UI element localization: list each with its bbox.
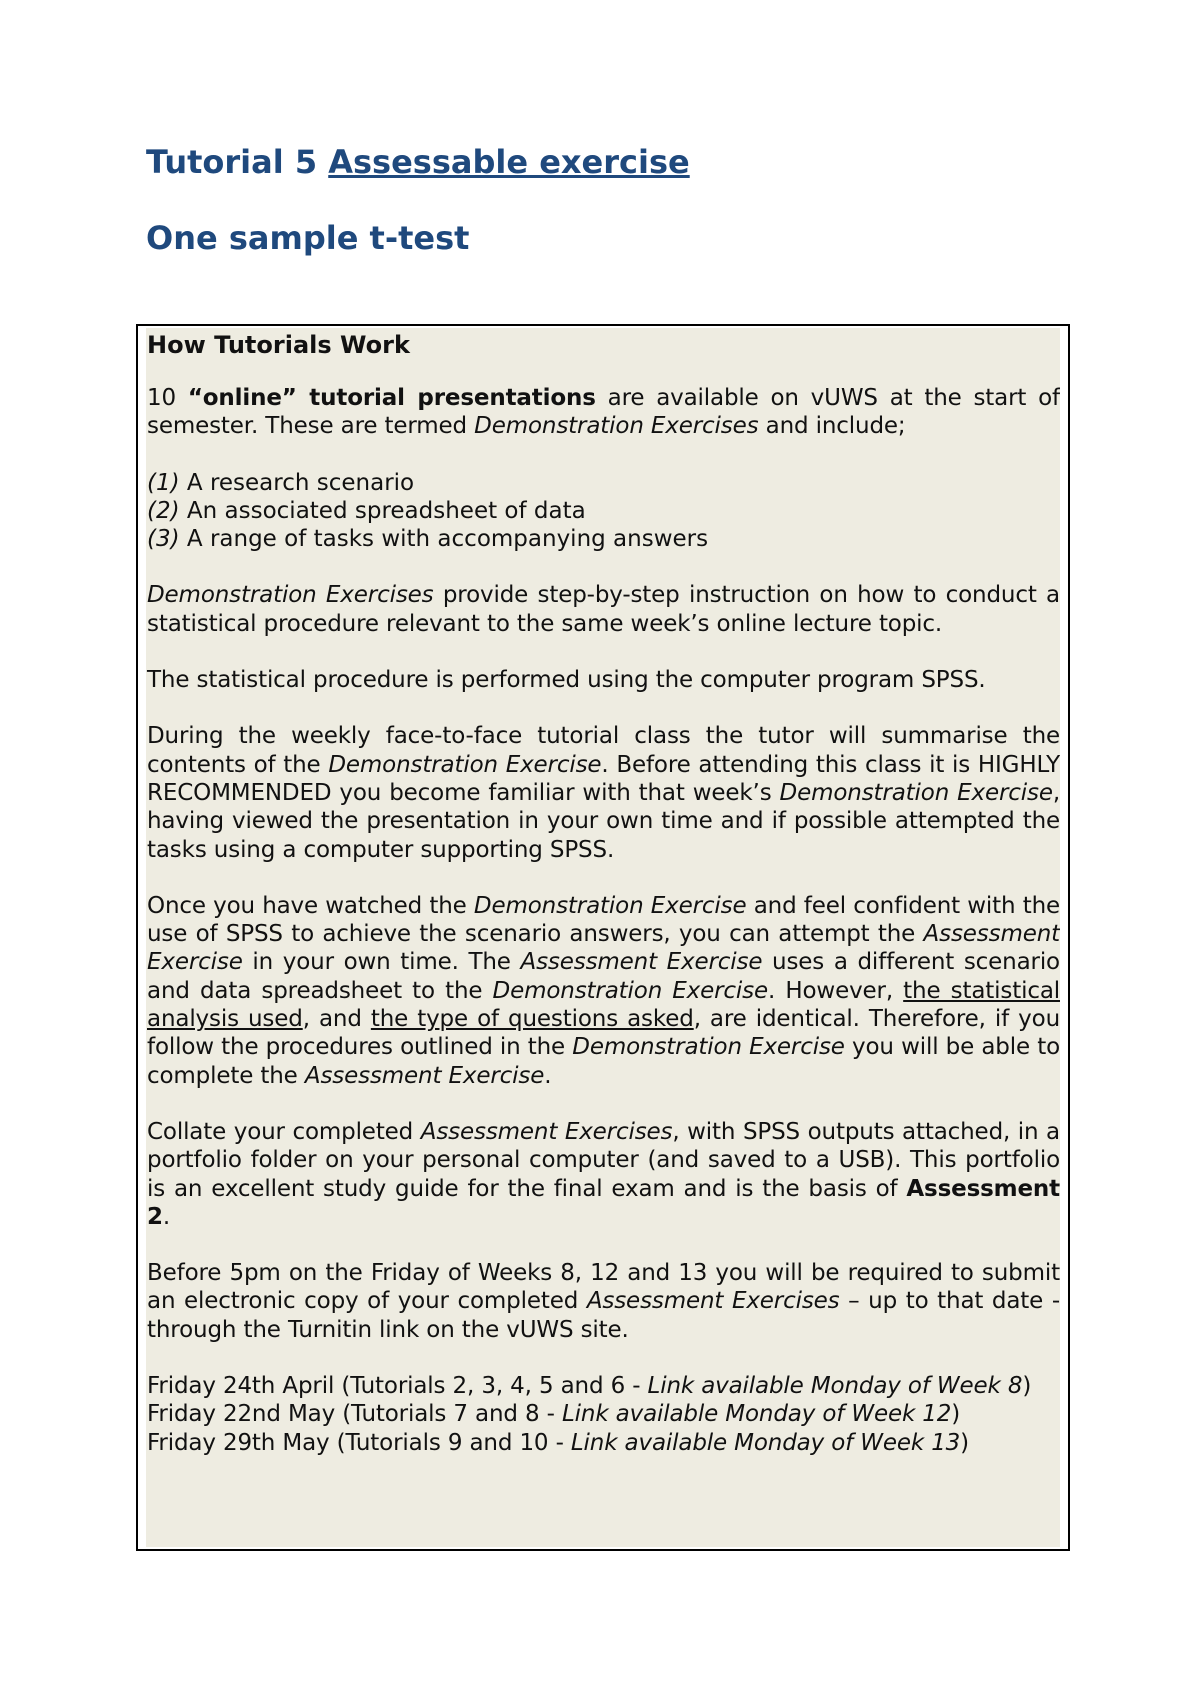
due-date-line [146, 1429, 1060, 1457]
weekly-text-3: , having viewed the presentation in your own time and if possible attempted the tasks using a computer supporting SPSS. [147, 779, 1060, 863]
portfolio-italic: Assessment Exercises [420, 1118, 673, 1145]
list-item [147, 469, 1060, 497]
list-item-text: A range of tasks with accompanying answers [179, 526, 709, 553]
ae-text-6: , and [302, 1006, 371, 1033]
ae-italic-2: Assessment Exercise [147, 921, 1060, 976]
ae-italic-4: Demonstration Exercise [492, 977, 769, 1004]
ae-italic-5: Demonstration Exercise [572, 1034, 845, 1061]
how-tutorials-work-box [136, 324, 1070, 1551]
intro-number: 10 [147, 385, 188, 411]
title-prefix: Tutorial 5 [146, 143, 329, 181]
ae-text-9: . [544, 1062, 552, 1089]
submission-text-2: – up to that date - through the Turnitin link on the vUWS site. [147, 1288, 1060, 1343]
due-date-text: Friday 22nd May (Tutorials 7 and 8 - [147, 1401, 562, 1428]
due-date-text: Friday 29th May (Tutorials 9 and 10 - [147, 1429, 571, 1456]
due-date-italic: Link available Monday of Week 8 [647, 1373, 1023, 1400]
box-heading: How Tutorials Work [147, 331, 410, 359]
title-link-text: Assessable exercise [328, 143, 690, 181]
ae-text-2: and feel confident with the use of SPSS to achieve the scenario answers, you can attempt the [147, 892, 1060, 948]
due-date-line [146, 1372, 1060, 1400]
list-item-number: (2) [147, 497, 180, 524]
demo-italic: Demonstration Exercises [147, 582, 434, 609]
weekly-italic-1: Demonstration Exercise [328, 751, 602, 778]
intro-text-1: are available on vUWS at the start of semester. These are termed [147, 385, 1060, 440]
ae-text-4: uses a different scenario and data spreadsheet to the [147, 949, 1060, 1004]
list-item-number: (1) [147, 469, 180, 496]
list-item [147, 497, 1060, 525]
portfolio-bold: Assessment 2 [147, 1175, 1060, 1230]
weekly-class-paragraph [146, 722, 1060, 863]
intro-paragraph [146, 384, 1060, 441]
demonstration-paragraph [146, 581, 1060, 638]
submission-text-1: Before 5pm on the Friday of Weeks 8, 12 and 13 you will be required to submit an electronic copy of your completed [147, 1260, 1060, 1315]
box-shaded-area [146, 328, 1060, 1547]
intro-text-2: and include; [758, 413, 906, 440]
due-date-text: Friday 24th April (Tutorials 2, 3, 4, 5 and 6 - [147, 1373, 648, 1400]
ae-underline-1: the statistical analysis used [147, 977, 1060, 1033]
portfolio-text-3: . [162, 1203, 171, 1230]
ae-italic-3: Assessment Exercise [520, 949, 763, 976]
ae-italic-6: Assessment Exercise [304, 1062, 545, 1089]
submission-italic: Assessment Exercises [586, 1288, 840, 1315]
weekly-text-1: During the weekly face-to-face tutorial class the tutor will summarise the contents of the [147, 723, 1060, 778]
spss-text: The statistical procedure is performed using the computer program SPSS. [147, 667, 986, 694]
ae-text-7: , are identical. Therefore, if you follow the procedures outlined in the [147, 1006, 1060, 1061]
due-date-italic: Link available Monday of Week 13 [570, 1429, 961, 1456]
ae-text-1: Once you have watched the [147, 892, 474, 919]
portfolio-paragraph [146, 1118, 1060, 1231]
intro-italic: Demonstration Exercises [474, 413, 759, 440]
weekly-italic-2: Demonstration Exercise [779, 779, 1053, 806]
submission-paragraph [146, 1259, 1060, 1344]
due-date-line [146, 1400, 1060, 1428]
page-subtitle: One sample t-test [146, 219, 470, 257]
list-item [147, 525, 1060, 553]
due-date-italic: Link available Monday of Week 12 [562, 1401, 952, 1428]
ae-text-5: . However, [768, 977, 904, 1004]
ae-underline-2: the type of questions asked [370, 1006, 694, 1033]
intro-bold: “online” tutorial presentations [187, 385, 596, 411]
includes-list [146, 469, 1060, 554]
portfolio-text-2: , with SPSS outputs attached, in a portfolio folder on your personal computer (and saved to a USB). This portfolio is an excellent study guide for the final exam and is the basis of [147, 1118, 1060, 1202]
list-item-text: An associated spreadsheet of data [179, 497, 586, 524]
weekly-text-2: . Before attending this class it is HIGHLY RECOMMENDED you become familiar with that week’s [147, 751, 1060, 806]
portfolio-text-1: Collate your completed [147, 1118, 421, 1145]
list-item-text: A research scenario [179, 469, 415, 496]
due-date-close: ) [960, 1429, 969, 1456]
ae-italic-1: Demonstration Exercise [473, 892, 747, 919]
due-date-close: ) [951, 1401, 961, 1428]
due-date-close: ) [1022, 1373, 1032, 1400]
demo-text: provide step-by-step instruction on how to conduct a statistical procedure relevant to the same week’s online lecture topic. [147, 582, 1060, 637]
assessment-exercise-paragraph [146, 892, 1060, 1090]
list-item-number: (3) [147, 526, 180, 553]
spss-paragraph [146, 666, 1060, 694]
ae-text-8: you will be able to complete the [147, 1034, 1060, 1089]
page-title [146, 140, 690, 184]
ae-text-3: in your own time. The [242, 949, 521, 976]
